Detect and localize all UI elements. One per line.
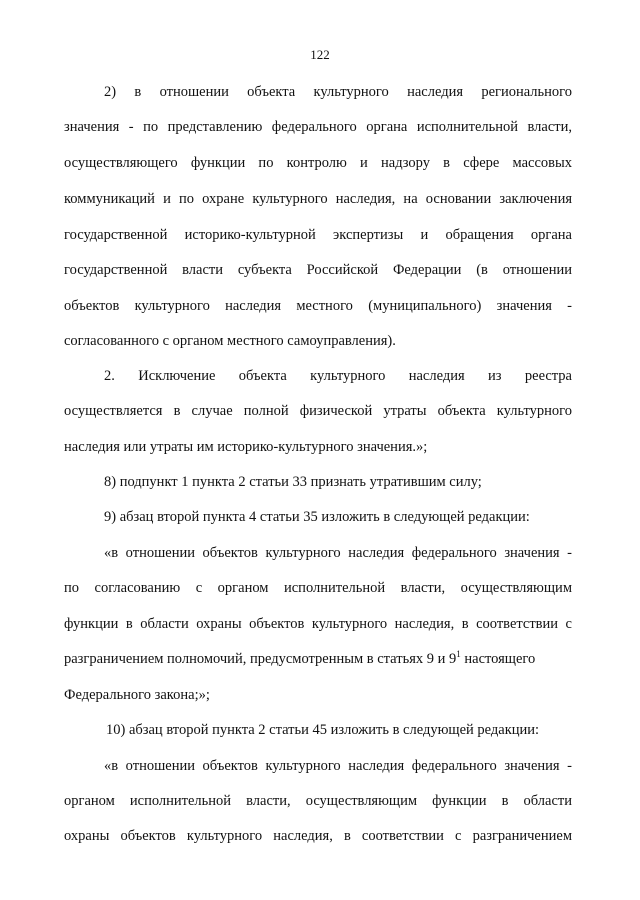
text-line: 2) в отношении объекта культурного наследия регионального (104, 84, 572, 100)
text-line-part: настоящего (460, 651, 536, 667)
text-line: функции в области охраны объектов культурного наследия, в соответствии с (64, 616, 572, 632)
text-line: 8) подпункт 1 пункта 2 статьи 33 признать утратившим силу; (104, 474, 482, 490)
text-line: осуществляющего функции по контролю и надзору в сфере массовых (64, 155, 572, 171)
text-line: наследия или утраты им историко-культурного значения.»; (64, 439, 428, 455)
text-line: объектов культурного наследия местного (муниципального) значения - (64, 298, 572, 314)
text-line: «в отношении объектов культурного наследия федерального значения - (104, 758, 572, 774)
text-line: «в отношении объектов культурного наследия федерального значения - (104, 545, 572, 561)
text-line: государственной власти субъекта Российской Федерации (в отношении (64, 262, 572, 278)
superscript: 1 (456, 649, 461, 659)
text-line: государственной историко-культурной экспертизы и обращения органа (64, 227, 572, 243)
page-number: 122 (310, 47, 330, 62)
text-line-part: разграничением полномочий, предусмотренным в статьях 9 и 9 (64, 651, 457, 667)
text-line: 2. Исключение объекта культурного наследия из реестра (104, 368, 572, 384)
text-line (64, 650, 572, 668)
text-line: охраны объектов культурного наследия, в соответствии с разграничением (64, 828, 572, 844)
text-line: значения - по представлению федерального органа исполнительной власти, (64, 119, 572, 135)
text-line: 9) абзац второй пункта 4 статьи 35 изложить в следующей редакции: (104, 509, 530, 525)
text-line: по согласованию с органом исполнительной власти, осуществляющим (64, 580, 572, 596)
text-line: коммуникаций и по охране культурного наследия, на основании заключения (64, 191, 572, 207)
text-line: органом исполнительной власти, осуществляющим функции в области (64, 793, 572, 809)
text-line: Федерального закона;»; (64, 687, 210, 703)
text-line: согласованного с органом местного самоуправления). (64, 333, 396, 349)
text-line: осуществляется в случае полной физической утраты объекта культурного (64, 403, 572, 419)
text-line: 10) абзац второй пункта 2 статьи 45 изложить в следующей редакции: (106, 722, 540, 738)
